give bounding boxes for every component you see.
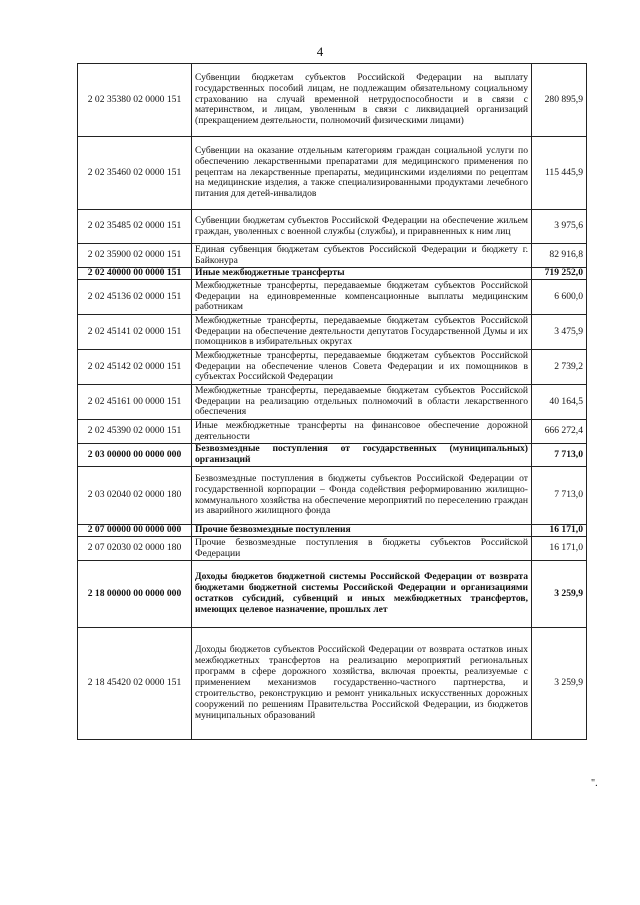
description-cell: Безвозмездные поступления от государственных (муниципальных) организаций [192, 444, 532, 467]
amount-cell: 16 171,0 [532, 537, 587, 561]
budget-code-cell: 2 02 45390 02 0000 151 [78, 420, 192, 444]
table-row [78, 244, 587, 268]
amount-cell: 7 713,0 [532, 467, 587, 525]
description-cell: Доходы бюджетов субъектов Российской Федерации от возврата остатков иных межбюджетных трансфертов на реализацию мероприятий региональных программ в сфере дорожного хозяйства, включая проекты, реализуемые с применением механизмов государственно-частного партнерства, и строительство, реконструкцию и ремонт уникальных искусственных дорожных сооружений по решениям Правительства Российской Федерации, из бюджетов муниципальных образований [192, 628, 532, 740]
amount-cell: 719 252,0 [532, 268, 587, 280]
amount-cell: 3 259,9 [532, 628, 587, 740]
description-cell: Межбюджетные трансферты, передаваемые бюджетам субъектов Российской Федерации на единовременные компенсационные выплаты медицинским работникам [192, 280, 532, 315]
table-row [78, 561, 587, 628]
description-cell: Субвенции бюджетам субъектов Российской Федерации на обеспечение жильем граждан, уволенных с военной службы (службы), и приравненных к ним лиц [192, 210, 532, 244]
amount-cell: 666 272,4 [532, 420, 587, 444]
description-cell: Субвенции бюджетам субъектов Российской Федерации на выплату государственных пособий лицам, не подлежащим обязательному социальному страхованию на случай временной нетрудоспособности и в связи с материнством, и лицам, уволенным в связи с ликвидацией организаций (прекращением деятельности, полномочий физическими лицами) [192, 64, 532, 137]
table-row [78, 537, 587, 561]
budget-code-cell: 2 18 00000 00 0000 000 [78, 561, 192, 628]
amount-cell: 16 171,0 [532, 525, 587, 537]
table-row [78, 525, 587, 537]
budget-code-cell: 2 02 40000 00 0000 151 [78, 268, 192, 280]
description-cell: Межбюджетные трансферты, передаваемые бюджетам субъектов Российской Федерации на обеспечение деятельности депутатов Государственной Думы и их помощников в избирательных округах [192, 315, 532, 350]
table-row [78, 628, 587, 740]
budget-code-cell: 2 03 02040 02 0000 180 [78, 467, 192, 525]
page-number: 4 [316, 44, 324, 59]
description-cell: Безвозмездные поступления в бюджеты субъектов Российской Федерации от государственной корпорации – Фонда содействия реформированию жилищно-коммунального хозяйства на обеспечение мероприятий по переселению граждан из аварийного жилищного фонда [192, 467, 532, 525]
table-row [78, 280, 587, 315]
budget-code-cell: 2 02 35460 02 0000 151 [78, 137, 192, 210]
budget-code-cell: 2 18 45420 02 0000 151 [78, 628, 192, 740]
table-row [78, 385, 587, 420]
amount-cell: 3 975,6 [532, 210, 587, 244]
description-cell: Межбюджетные трансферты, передаваемые бюджетам субъектов Российской Федерации на обеспечение членов Совета Федерации и их помощников в субъектах Российской Федерации [192, 350, 532, 385]
table-row [78, 210, 587, 244]
amount-cell: 82 916,8 [532, 244, 587, 268]
amount-cell: 40 164,5 [532, 385, 587, 420]
description-cell: Иные межбюджетные трансферты [192, 268, 532, 280]
budget-code-cell: 2 02 35380 02 0000 151 [78, 64, 192, 137]
description-cell: Субвенции на оказание отдельным категориям граждан социальной услуги по обеспечению лекарственными препаратами для медицинского применения по рецептам на лекарственные препараты, медицинскими изделиями по рецептам на медицинские изделия, а также специализированными продуктами лечебного питания для детей-инвалидов [192, 137, 532, 210]
budget-code-cell: 2 02 45142 02 0000 151 [78, 350, 192, 385]
revenue-table [77, 63, 587, 740]
table-row [78, 467, 587, 525]
amount-cell: 3 259,9 [532, 561, 587, 628]
description-cell: Доходы бюджетов бюджетной системы Российской Федерации от возврата бюджетами бюджетной системы Российской Федерации и организациями остатков субсидий, субвенций и иных межбюджетных трансфертов, имеющих целевое назначение, прошлых лет [192, 561, 532, 628]
table-row [78, 420, 587, 444]
amount-cell: 280 895,9 [532, 64, 587, 137]
amount-cell: 3 475,9 [532, 315, 587, 350]
budget-code-cell: 2 07 02030 02 0000 180 [78, 537, 192, 561]
amount-cell: 6 600,0 [532, 280, 587, 315]
budget-code-cell: 2 02 45141 02 0000 151 [78, 315, 192, 350]
description-cell: Единая субвенция бюджетам субъектов Российской Федерации и бюджету г. Байконура [192, 244, 532, 268]
table-row [78, 444, 587, 467]
table-row [78, 137, 587, 210]
revenue-table-body [78, 64, 587, 740]
budget-code-cell: 2 02 35900 02 0000 151 [78, 244, 192, 268]
table-row [78, 268, 587, 280]
budget-code-cell: 2 03 00000 00 0000 000 [78, 444, 192, 467]
budget-code-cell: 2 02 35485 02 0000 151 [78, 210, 192, 244]
budget-code-cell: 2 02 45161 00 0000 151 [78, 385, 192, 420]
description-cell: Межбюджетные трансферты, передаваемые бюджетам субъектов Российской Федерации на реализацию отдельных полномочий в области лекарственного обеспечения [192, 385, 532, 420]
budget-code-cell: 2 07 00000 00 0000 000 [78, 525, 192, 537]
budget-code-cell: 2 02 45136 02 0000 151 [78, 280, 192, 315]
description-cell: Прочие безвозмездные поступления в бюджеты субъектов Российской Федерации [192, 537, 532, 561]
table-row [78, 350, 587, 385]
amount-cell: 2 739,2 [532, 350, 587, 385]
table-row [78, 315, 587, 350]
description-cell: Иные межбюджетные трансферты на финансовое обеспечение дорожной деятельности [192, 420, 532, 444]
amount-cell: 115 445,9 [532, 137, 587, 210]
table-row [78, 64, 587, 137]
amount-cell: 7 713,0 [532, 444, 587, 467]
description-cell: Прочие безвозмездные поступления [192, 525, 532, 537]
closing-quote-mark: ". [591, 778, 598, 789]
